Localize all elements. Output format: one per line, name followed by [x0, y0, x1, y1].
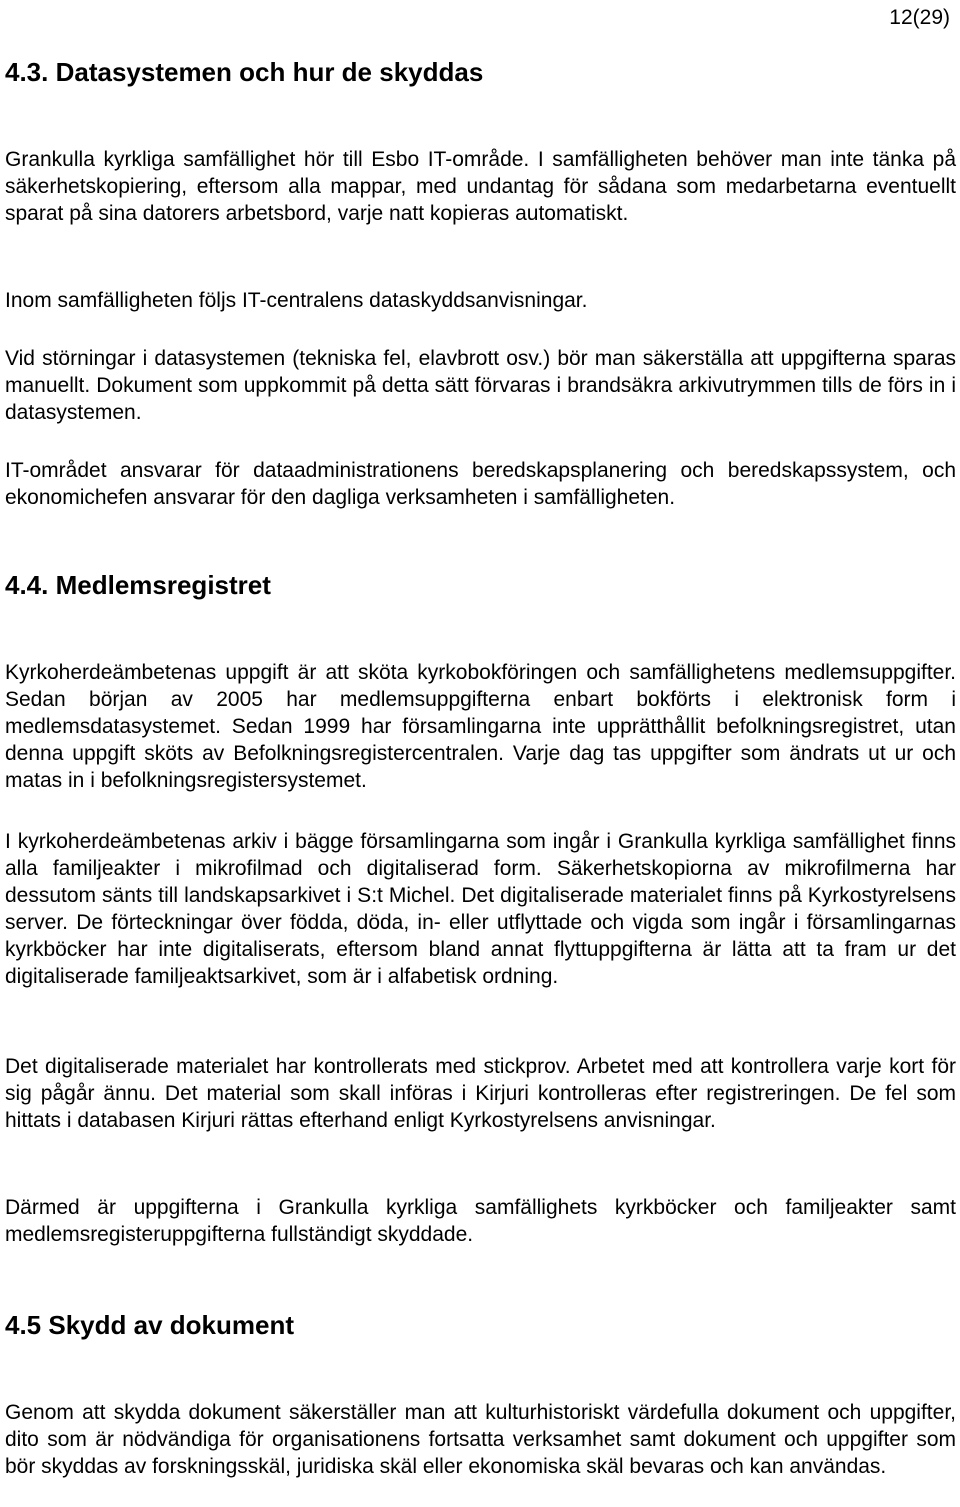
section-heading-4-4: 4.4. Medlemsregistret	[5, 570, 271, 600]
paragraph: Kyrkoherdeämbetenas uppgift är att sköta kyrkobokföringen och samfällighetens medlemsuppgifter. Sedan början av 2005 har medlemsuppgifterna enbart bokförts i elektronisk form i medlemsdatasystemet. Sedan 1999 har församlingarna inte upprätthållit befolkningsregistret, utan denna uppgift sköts av Befolkningsregistercentralen. Varje dag tas uppgifter som ändrats ut ur och matas in i befolkningsregistersystemet.	[5, 661, 956, 792]
section-heading-4-3: 4.3. Datasystemen och hur de skyddas	[5, 57, 484, 87]
section-heading-4-5: 4.5 Skydd av dokument	[5, 1310, 294, 1340]
paragraph: Det digitaliserade materialet har kontrollerats med stickprov. Arbetet med att kontrollera varje kort för sig pågår ännu. Det material som skall införas i Kirjuri kontrolleras efter registreringen. De fel som hittats i databasen Kirjuri rättas efterhand enligt Kyrkostyrelsens anvisningar.	[5, 1055, 956, 1132]
paragraph: I kyrkoherdeämbetenas arkiv i bägge församlingarna som ingår i Grankulla kyrkliga samfällighet finns alla familjeakter i mikrofilmad och digitaliserad form. Säkerhetskopiorna av mikrofilmerna har dessutom sänts till landskapsarkivet i S:t Michel. Det digitaliserade materialet finns på Kyrkostyrelsens server. De förteckningar över födda, döda, in- eller utflyttade och vigda som ingår i församlingarnas kyrkböcker har inte digitaliserats, eftersom bland annat flyttuppgifterna är lätta att ta fram ur det digitaliserade familjeaktsarkivet, som är i alfabetisk ordning.	[5, 830, 956, 988]
paragraph: Genom att skydda dokument säkerställer man att kulturhistoriskt värdefulla dokument och uppgifter, dito som är nödvändiga för organisationens fortsatta verksamhet samt dokument och uppgifter som bör skyddas av forskningsskäl, juridiska skäl eller ekonomiska skäl bevaras och kan användas.	[5, 1401, 956, 1478]
paragraph: Grankulla kyrkliga samfällighet hör till Esbo IT-område. I samfälligheten behöver man inte tänka på säkerhetskopiering, eftersom alla mappar, med undantag för sådana som medarbetarna eventuellt sparat på sina datorers arbetsbord, varje natt kopieras automatiskt.	[5, 148, 956, 225]
paragraph: Vid störningar i datasystemen (tekniska fel, elavbrott osv.) bör man säkerställa att uppgifterna sparas manuellt. Dokument som uppkommit på detta sätt förvaras i brandsäkra arkivutrymmen tills de förs in i datasystemen.	[5, 347, 956, 424]
page-number: 12(29)	[889, 6, 950, 29]
paragraph: Inom samfälligheten följs IT-centralens dataskyddsanvisningar.	[5, 289, 588, 312]
paragraph: Därmed är uppgifterna i Grankulla kyrkliga samfällighets kyrkböcker och familjeakter samt medlemsregisteruppgifterna fullständigt skyddade.	[5, 1196, 956, 1246]
paragraph: IT-området ansvarar för dataadministrationens beredskapsplanering och beredskapssystem, och ekonomichefen ansvarar för den dagliga verksamheten i samfälligheten.	[5, 459, 956, 509]
